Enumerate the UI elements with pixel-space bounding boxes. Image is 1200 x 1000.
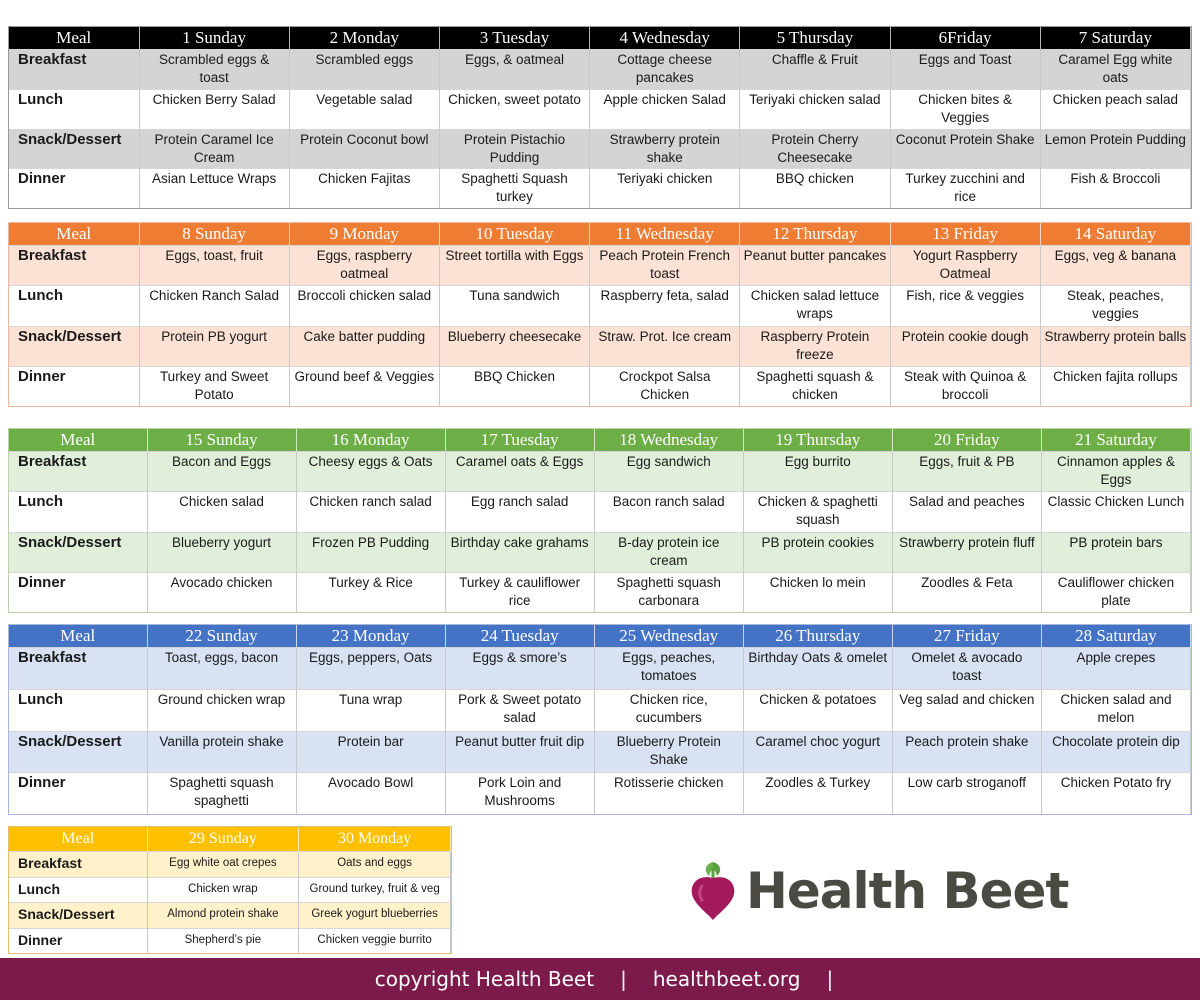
table-row: [9, 773, 1191, 814]
table-row: [9, 877, 451, 903]
meal-label: Dinner: [9, 572, 147, 612]
meal-label: Lunch: [9, 877, 147, 903]
meal-cell: Tuna wrap: [296, 689, 445, 731]
meal-cell: Steak with Quinoa & broccoli: [890, 366, 1040, 406]
meal-cell: Eggs, toast, fruit: [139, 246, 289, 286]
week-3-table: [8, 428, 1192, 613]
meal-cell: Caramel oats & Eggs: [445, 452, 594, 492]
meal-cell: Greek yogurt blueberries: [299, 903, 451, 929]
table-row: [9, 903, 451, 929]
meal-cell: Strawberry protein shake: [590, 129, 740, 169]
week-5-table: [8, 826, 452, 954]
header-cell: 9 Monday: [289, 223, 439, 246]
meal-cell: Apple chicken Salad: [590, 89, 740, 129]
meal-cell: Chicken & potatoes: [743, 689, 892, 731]
meal-cell: Chocolate protein dip: [1041, 731, 1190, 773]
meal-cell: Chicken salad: [147, 492, 296, 532]
meal-label: Breakfast: [9, 648, 147, 690]
meal-cell: Raspberry Protein freeze: [740, 326, 890, 366]
meal-cell: Straw. Prot. Ice cream: [590, 326, 740, 366]
meal-cell: Birthday Oats & omelet: [743, 648, 892, 690]
header-row: [9, 625, 1191, 648]
meal-cell: Chicken & spaghetti squash: [743, 492, 892, 532]
header-row: [9, 27, 1191, 50]
meal-cell: Frozen PB Pudding: [296, 532, 445, 572]
meal-cell: Chicken Berry Salad: [139, 89, 289, 129]
meal-cell: Chicken veggie burrito: [299, 928, 451, 953]
week-4-table: [8, 624, 1192, 815]
meal-cell: Turkey & cauliflower rice: [445, 572, 594, 612]
meal-cell: Spaghetti squash spaghetti: [147, 773, 296, 814]
header-cell: 11 Wednesday: [590, 223, 740, 246]
meal-label: Lunch: [9, 89, 139, 129]
meal-cell: Ground beef & Veggies: [289, 366, 439, 406]
footer-separator: |: [826, 967, 834, 991]
meal-cell: Peach Protein French toast: [590, 246, 740, 286]
meal-table: [9, 429, 1191, 612]
header-cell: 22 Sunday: [147, 625, 296, 648]
meal-cell: Spaghetti squash carbonara: [594, 572, 743, 612]
meal-cell: Toast, eggs, bacon: [147, 648, 296, 690]
meal-cell: Salad and peaches: [892, 492, 1041, 532]
meal-cell: Eggs, fruit & PB: [892, 452, 1041, 492]
meal-table: [9, 625, 1191, 814]
header-cell: 14 Saturday: [1040, 223, 1190, 246]
meal-cell: Chicken lo mein: [743, 572, 892, 612]
meal-cell: Chicken fajita rollups: [1040, 366, 1190, 406]
meal-cell: Strawberry protein balls: [1040, 326, 1190, 366]
meal-label: Dinner: [9, 366, 139, 406]
meal-label: Snack/Dessert: [9, 903, 147, 929]
meal-cell: B-day protein ice cream: [594, 532, 743, 572]
meal-cell: Pork & Sweet potato salad: [445, 689, 594, 731]
meal-cell: Chicken wrap: [147, 877, 299, 903]
meal-cell: Almond protein shake: [147, 903, 299, 929]
meal-cell: Chicken, sweet potato: [439, 89, 589, 129]
table-row: [9, 50, 1191, 90]
meal-cell: Crockpot Salsa Chicken: [590, 366, 740, 406]
meal-cell: Protein Cherry Cheesecake: [740, 129, 890, 169]
header-cell: 30 Monday: [299, 827, 451, 852]
meal-cell: Eggs, peaches, tomatoes: [594, 648, 743, 690]
week-2-table: [8, 222, 1192, 407]
meal-cell: Bacon and Eggs: [147, 452, 296, 492]
meal-label: Lunch: [9, 689, 147, 731]
footer-separator: |: [620, 967, 627, 991]
meal-cell: Cauliflower chicken plate: [1041, 572, 1190, 612]
meal-cell: Cinnamon apples & Eggs: [1041, 452, 1190, 492]
meal-cell: Veg salad and chicken: [892, 689, 1041, 731]
meal-cell: Eggs, raspberry oatmeal: [289, 246, 439, 286]
meal-label: Snack/Dessert: [9, 326, 139, 366]
meal-cell: Vanilla protein shake: [147, 731, 296, 773]
meal-cell: Apple crepes: [1041, 648, 1190, 690]
meal-cell: Raspberry feta, salad: [590, 286, 740, 326]
table-row: [9, 326, 1191, 366]
meal-cell: Protein bar: [296, 731, 445, 773]
meal-label: Dinner: [9, 773, 147, 814]
meal-cell: Turkey zucchini and rice: [890, 169, 1040, 208]
header-cell: 15 Sunday: [147, 429, 296, 452]
week-1-table: [8, 26, 1192, 209]
meal-cell: Street tortilla with Eggs: [439, 246, 589, 286]
table-row: [9, 731, 1191, 773]
meal-cell: Asian Lettuce Wraps: [139, 169, 289, 208]
header-cell: 2 Monday: [289, 27, 439, 50]
beet-icon: [688, 860, 738, 922]
meal-cell: Egg white oat crepes: [147, 852, 299, 878]
header-cell: 4 Wednesday: [590, 27, 740, 50]
table-row: [9, 689, 1191, 731]
meal-cell: Chicken rice, cucumbers: [594, 689, 743, 731]
header-cell: 5 Thursday: [740, 27, 890, 50]
meal-cell: Omelet & avocado toast: [892, 648, 1041, 690]
footer-bar: [0, 958, 1200, 1000]
meal-cell: Spaghetti squash & chicken: [740, 366, 890, 406]
meal-cell: Chicken peach salad: [1040, 89, 1190, 129]
meal-cell: Egg burrito: [743, 452, 892, 492]
meal-cell: Low carb stroganoff: [892, 773, 1041, 814]
meal-cell: Coconut Protein Shake: [890, 129, 1040, 169]
meal-cell: Egg ranch salad: [445, 492, 594, 532]
meal-cell: Peanut butter fruit dip: [445, 731, 594, 773]
table-row: [9, 928, 451, 953]
header-cell: 10 Tuesday: [439, 223, 589, 246]
meal-cell: Chicken Potato fry: [1041, 773, 1190, 814]
meal-label: Breakfast: [9, 50, 139, 90]
meal-cell: Turkey & Rice: [296, 572, 445, 612]
meal-cell: Scrambled eggs: [289, 50, 439, 90]
header-cell: 7 Saturday: [1040, 27, 1190, 50]
header-cell: 6Friday: [890, 27, 1040, 50]
meal-cell: Chicken ranch salad: [296, 492, 445, 532]
meal-cell: Zoodles & Feta: [892, 572, 1041, 612]
meal-label: Breakfast: [9, 452, 147, 492]
meal-cell: Fish, rice & veggies: [890, 286, 1040, 326]
meal-cell: Protein PB yogurt: [139, 326, 289, 366]
meal-cell: Protein Coconut bowl: [289, 129, 439, 169]
header-cell: 16 Monday: [296, 429, 445, 452]
meal-cell: Caramel Egg white oats: [1040, 50, 1190, 90]
meal-cell: Ground turkey, fruit & veg: [299, 877, 451, 903]
meal-cell: Turkey and Sweet Potato: [139, 366, 289, 406]
header-cell: 21 Saturday: [1041, 429, 1190, 452]
header-cell: 12 Thursday: [740, 223, 890, 246]
meal-cell: Steak, peaches, veggies: [1040, 286, 1190, 326]
meal-label: Snack/Dessert: [9, 129, 139, 169]
meal-cell: Lemon Protein Pudding: [1040, 129, 1190, 169]
table-row: [9, 129, 1191, 169]
meal-label: Lunch: [9, 286, 139, 326]
meal-cell: Eggs, peppers, Oats: [296, 648, 445, 690]
header-cell: Meal: [9, 429, 147, 452]
meal-cell: BBQ Chicken: [439, 366, 589, 406]
header-cell: 17 Tuesday: [445, 429, 594, 452]
meal-cell: Peach protein shake: [892, 731, 1041, 773]
meal-cell: BBQ chicken: [740, 169, 890, 208]
header-cell: Meal: [9, 827, 147, 852]
table-row: [9, 648, 1191, 690]
meal-table: [9, 827, 451, 953]
meal-cell: Eggs & smore’s: [445, 648, 594, 690]
footer-site-link[interactable]: healthbeet.org: [652, 967, 801, 991]
header-cell: 27 Friday: [892, 625, 1041, 648]
table-row: [9, 366, 1191, 406]
table-row: [9, 89, 1191, 129]
meal-cell: Pork Loin and Mushrooms: [445, 773, 594, 814]
meal-cell: Blueberry Protein Shake: [594, 731, 743, 773]
meal-table: [9, 223, 1191, 406]
meal-cell: Birthday cake grahams: [445, 532, 594, 572]
meal-cell: Ground chicken wrap: [147, 689, 296, 731]
meal-cell: Scrambled eggs & toast: [139, 50, 289, 90]
meal-cell: Egg sandwich: [594, 452, 743, 492]
header-row: [9, 223, 1191, 246]
meal-cell: Oats and eggs: [299, 852, 451, 878]
meal-label: Dinner: [9, 928, 147, 953]
meal-label: Breakfast: [9, 246, 139, 286]
header-cell: 8 Sunday: [139, 223, 289, 246]
meal-cell: Fish & Broccoli: [1040, 169, 1190, 208]
meal-cell: Eggs, & oatmeal: [439, 50, 589, 90]
logo-text: Health Beet: [746, 862, 1069, 920]
meal-cell: Classic Chicken Lunch: [1041, 492, 1190, 532]
meal-cell: Chicken bites & Veggies: [890, 89, 1040, 129]
header-cell: 29 Sunday: [147, 827, 299, 852]
meal-cell: Avocado Bowl: [296, 773, 445, 814]
meal-cell: Rotisserie chicken: [594, 773, 743, 814]
table-row: [9, 532, 1191, 572]
meal-cell: Blueberry yogurt: [147, 532, 296, 572]
meal-cell: Caramel choc yogurt: [743, 731, 892, 773]
meal-cell: Protein cookie dough: [890, 326, 1040, 366]
meal-cell: Chicken Ranch Salad: [139, 286, 289, 326]
meal-label: Dinner: [9, 169, 139, 208]
table-row: [9, 246, 1191, 286]
meal-cell: Broccoli chicken salad: [289, 286, 439, 326]
health-beet-logo: [688, 858, 1088, 928]
header-cell: 25 Wednesday: [594, 625, 743, 648]
footer-copyright: copyright Health Beet: [374, 967, 595, 991]
meal-cell: Yogurt Raspberry Oatmeal: [890, 246, 1040, 286]
meal-cell: Chicken salad and melon: [1041, 689, 1190, 731]
header-cell: 3 Tuesday: [439, 27, 589, 50]
header-cell: Meal: [9, 625, 147, 648]
meal-label: Snack/Dessert: [9, 731, 147, 773]
header-cell: 26 Thursday: [743, 625, 892, 648]
header-cell: 18 Wednesday: [594, 429, 743, 452]
meal-cell: Chicken salad lettuce wraps: [740, 286, 890, 326]
meal-cell: Vegetable salad: [289, 89, 439, 129]
header-cell: 28 Saturday: [1041, 625, 1190, 648]
meal-cell: PB protein bars: [1041, 532, 1190, 572]
header-row: [9, 429, 1191, 452]
meal-cell: Teriyaki chicken salad: [740, 89, 890, 129]
meal-cell: Shepherd’s pie: [147, 928, 299, 953]
meal-cell: Bacon ranch salad: [594, 492, 743, 532]
header-row: [9, 827, 451, 852]
meal-label: Lunch: [9, 492, 147, 532]
meal-cell: Peanut butter pancakes: [740, 246, 890, 286]
table-row: [9, 169, 1191, 208]
meal-cell: Protein Pistachio Pudding: [439, 129, 589, 169]
table-row: [9, 286, 1191, 326]
meal-cell: Spaghetti Squash turkey: [439, 169, 589, 208]
header-cell: 13 Friday: [890, 223, 1040, 246]
meal-cell: Chaffle & Fruit: [740, 50, 890, 90]
meal-cell: Eggs, veg & banana: [1040, 246, 1190, 286]
meal-cell: Strawberry protein fluff: [892, 532, 1041, 572]
header-cell: 20 Friday: [892, 429, 1041, 452]
meal-cell: Blueberry cheesecake: [439, 326, 589, 366]
header-cell: 24 Tuesday: [445, 625, 594, 648]
meal-cell: Chicken Fajitas: [289, 169, 439, 208]
table-row: [9, 452, 1191, 492]
meal-cell: Cottage cheese pancakes: [590, 50, 740, 90]
meal-cell: Zoodles & Turkey: [743, 773, 892, 814]
meal-cell: Avocado chicken: [147, 572, 296, 612]
meal-cell: Cheesy eggs & Oats: [296, 452, 445, 492]
meal-cell: Teriyaki chicken: [590, 169, 740, 208]
header-cell: Meal: [9, 27, 139, 50]
meal-cell: Protein Caramel Ice Cream: [139, 129, 289, 169]
meal-cell: Cake batter pudding: [289, 326, 439, 366]
table-row: [9, 572, 1191, 612]
header-cell: Meal: [9, 223, 139, 246]
header-cell: 23 Monday: [296, 625, 445, 648]
meal-label: Snack/Dessert: [9, 532, 147, 572]
header-cell: 19 Thursday: [743, 429, 892, 452]
meal-cell: Eggs and Toast: [890, 50, 1040, 90]
meal-cell: Tuna sandwich: [439, 286, 589, 326]
table-row: [9, 852, 451, 878]
header-cell: 1 Sunday: [139, 27, 289, 50]
meal-cell: PB protein cookies: [743, 532, 892, 572]
table-row: [9, 492, 1191, 532]
meal-table: [9, 27, 1191, 208]
meal-label: Breakfast: [9, 852, 147, 878]
